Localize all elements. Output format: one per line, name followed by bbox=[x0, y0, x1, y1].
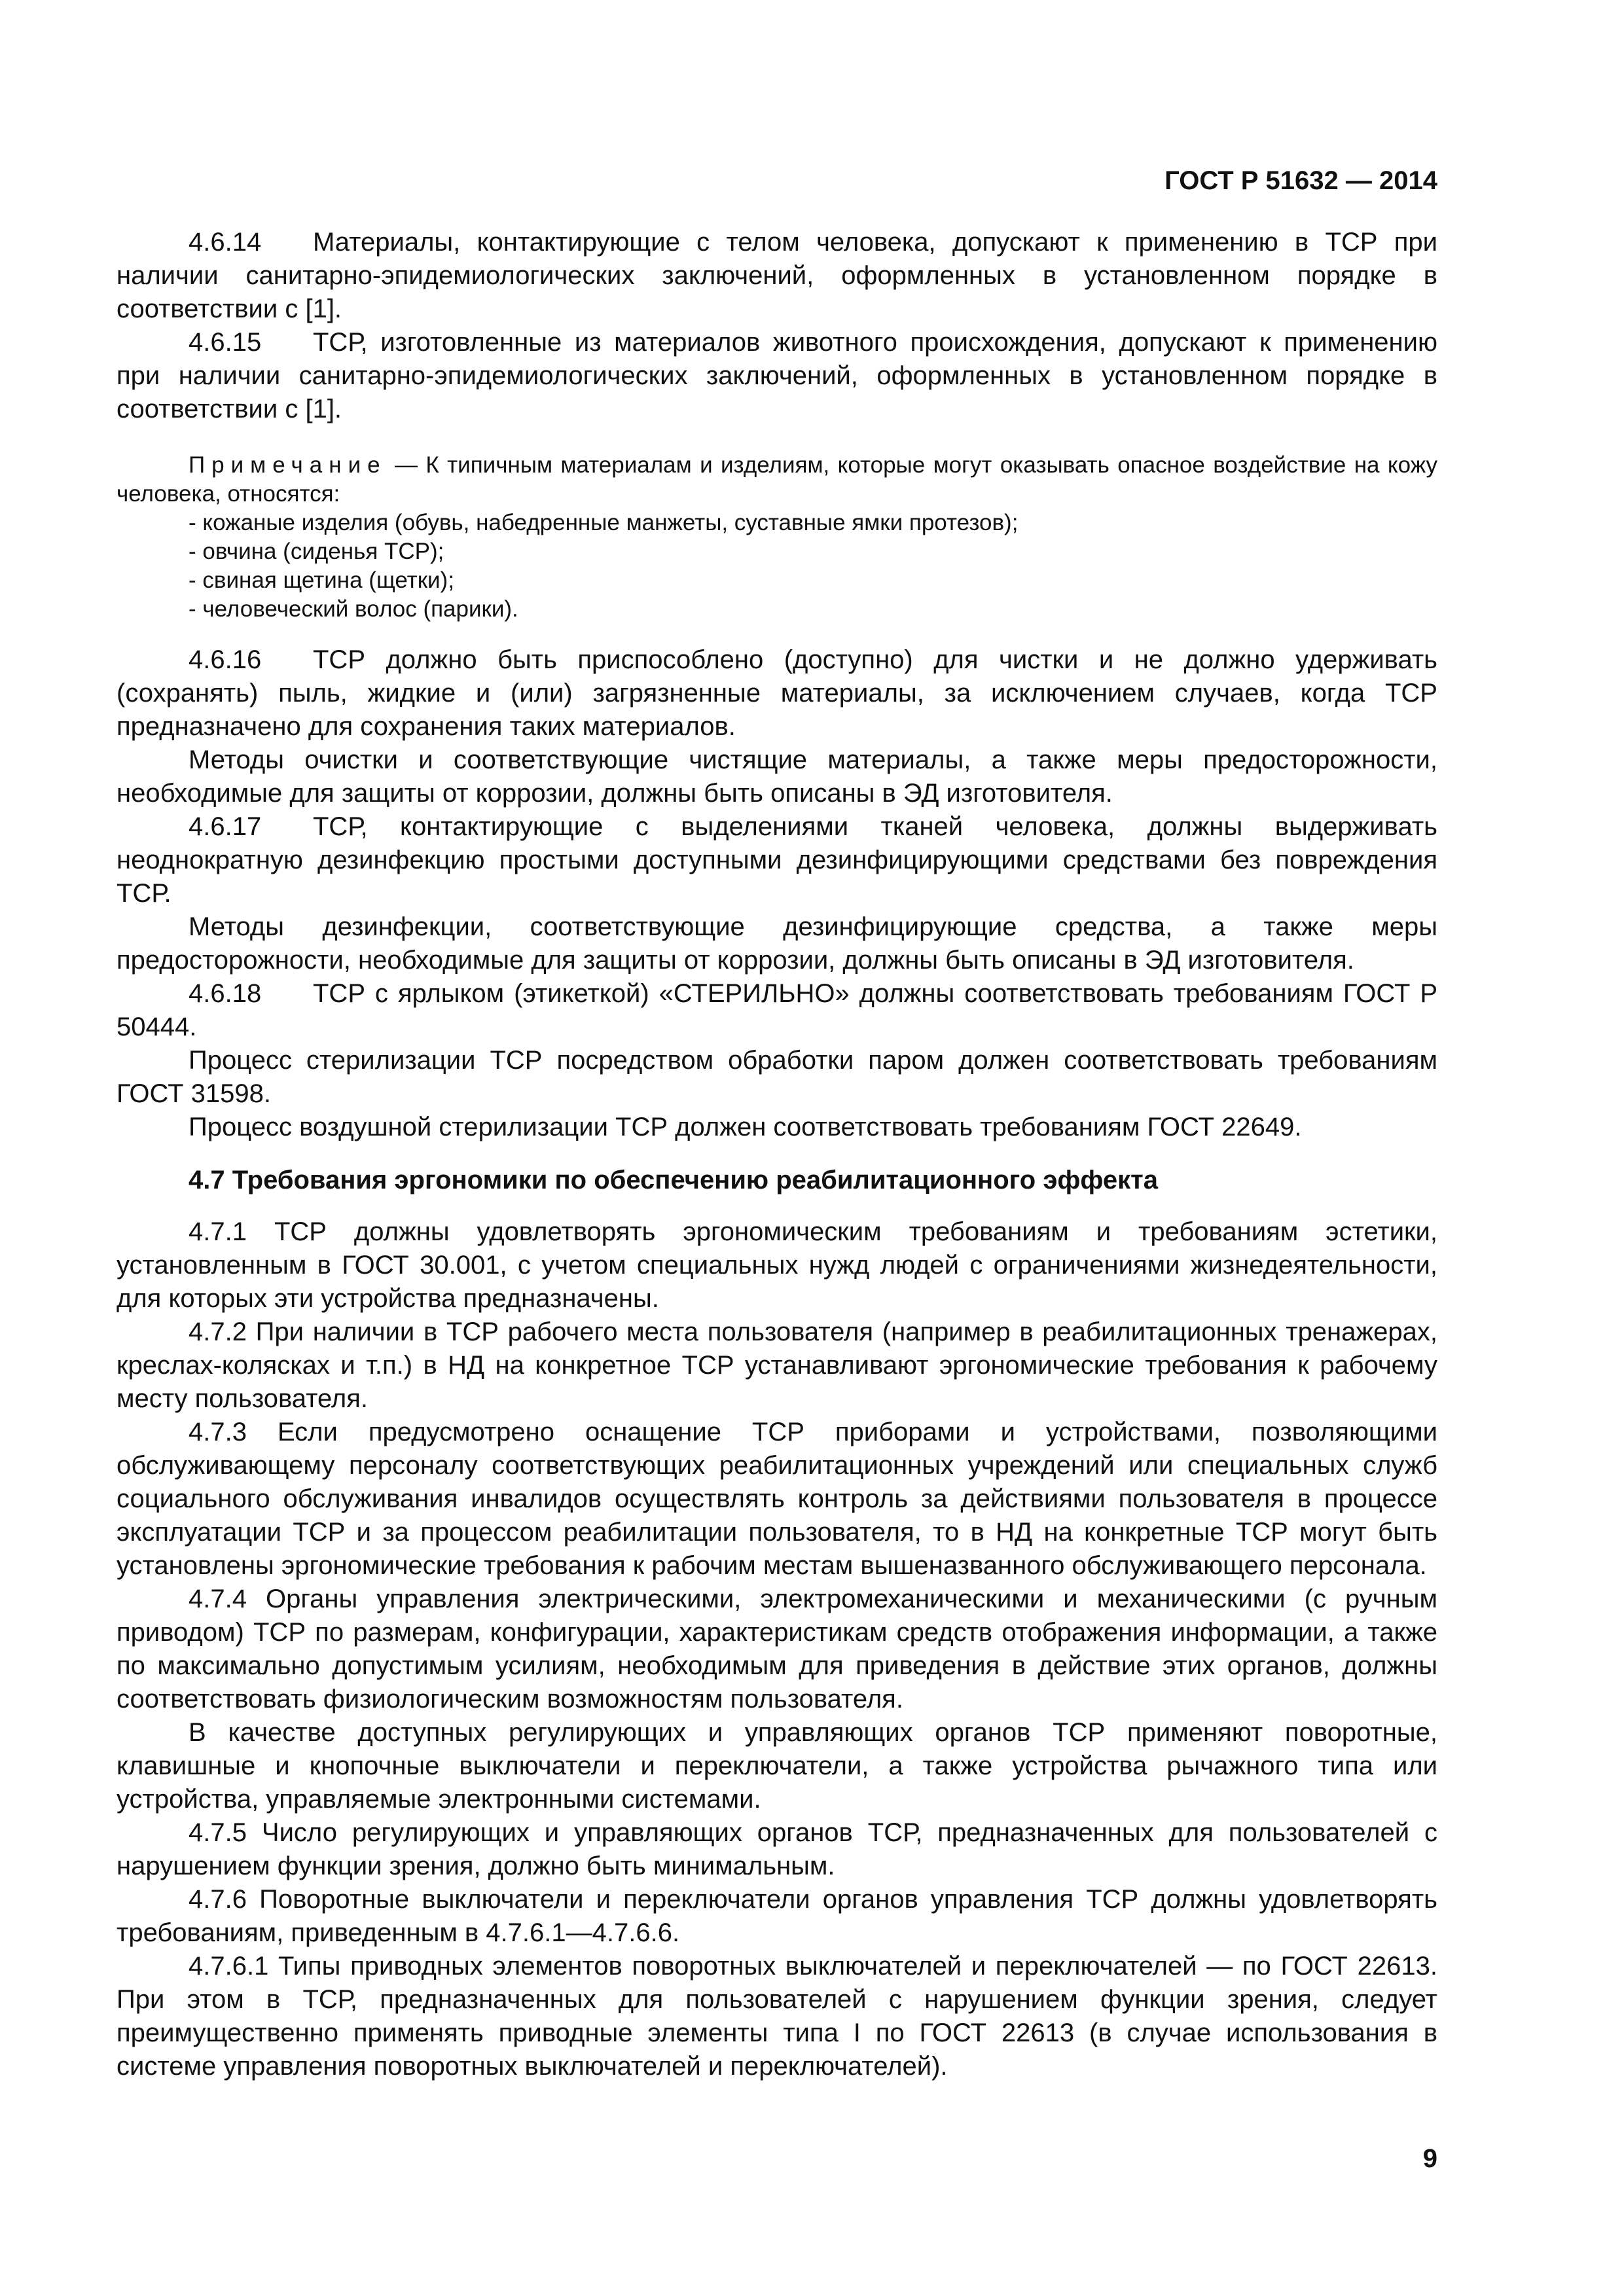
note-intro bbox=[117, 451, 1437, 509]
paragraph-4-7-3: 4.7.3 Если предусмотрено оснащение ТСР приборами и устройствами, позволяющими обслуживающему персоналу соответствующих реабилитационных учреждений или специальных служб социального обслуживания инвалидов осуществлять контроль за действиями пользователя в процессе эксплуатации ТСР и за процессом реабилитации пользователя, то в НД на конкретные ТСР могут быть установлены эргономические требования к рабочим местам вышеназванного обслуживающего персонала. bbox=[117, 1418, 1437, 1580]
paragraph-disinfection-methods bbox=[117, 910, 1437, 977]
paragraph-text: Методы очистки и соответствующие чистящие материалы, а также меры предосторожности, необходимые для защиты от коррозии, должны быть описаны в ЭД изготовителя. bbox=[117, 745, 1437, 808]
paragraph-4-7-6: 4.7.6 Поворотные выключатели и переключатели органов управления ТСР должны удовлетворять требованиям, приведенным в 4.7.6.1—4.7.6.6. bbox=[117, 1885, 1437, 1947]
paragraph-text: ТСР должно быть приспособлено (доступно) для чистки и не должно удерживать (сохранять) пыль, жидкие и (или) загрязненные материалы, за исключением случаев, когда ТСР предназначено для сохранения таких материалов. bbox=[117, 645, 1437, 741]
paragraph-4-6-18 bbox=[117, 977, 1437, 1044]
note-list-item: - человеческий волос (парики). bbox=[189, 596, 518, 622]
note-list-item: - овчина (сиденья ТСР); bbox=[189, 539, 444, 564]
paragraph-text: Процесс воздушной стерилизации ТСР должен соответствовать требованиям ГОСТ 22649. bbox=[189, 1113, 1302, 1141]
paragraph-4-7-5: 4.7.5 Число регулирующих и управляющих органов ТСР, предназначенных для пользователей с нарушением функции зрения, должно быть минимальным. bbox=[117, 1818, 1437, 1880]
note-list-item: - свиная щетина (щетки); bbox=[189, 567, 454, 593]
note-text: — К типичным материалам и изделиям, которые могут оказывать опасное воздействие на кожу человека, относятся: bbox=[117, 452, 1437, 507]
paragraph-cleaning-methods bbox=[117, 744, 1437, 810]
clause-number: 4.6.17 bbox=[189, 812, 262, 841]
paragraph-text: ТСР, контактирующие с выделениями тканей человека, должны выдерживать неоднократную дезинфекцию простыми доступными дезинфицирующими средствами без повреждения ТСР. bbox=[117, 812, 1437, 908]
paragraph-4-6-14 bbox=[117, 226, 1437, 326]
clause-number: 4.6.15 bbox=[189, 328, 262, 357]
paragraph-4-7-2: 4.7.2 При наличии в ТСР рабочего места пользователя (например в реабилитационных тренажерах, креслах-колясках и т.п.) в НД на конкретное ТСР устанавливают эргономические требования к рабочему месту пользователя. bbox=[117, 1318, 1437, 1413]
paragraph-text: Процесс стерилизации ТСР посредством обработки паром должен соответствовать требованиям ГОСТ 31598. bbox=[117, 1046, 1437, 1108]
clause-number: 4.6.16 bbox=[189, 645, 262, 674]
paragraph-4-7-6-1: 4.7.6.1 Типы приводных элементов поворотных выключателей и переключателей — по ГОСТ 22613. При этом в ТСР, предназначенных для пользователей с нарушением функции зрения, следует преимущественно применять приводные элементы типа I по ГОСТ 22613 (в случае использования в системе управления поворотных выключателей и переключателей). bbox=[117, 1952, 1437, 2081]
paragraph-4-7-4: 4.7.4 Органы управления электрическими, электромеханическими и механическими (с ручным приводом) ТСР по размерам, конфигурации, характеристикам средств отображения информации, а также по максимально допустимым усилиям, необходимым для приведения в действие этих органов, должны соответствовать физиологическим возможностям пользователя. bbox=[117, 1585, 1437, 1713]
paragraph-text: Материалы, контактирующие с телом человека, допускают к применению в ТСР при наличии санитарно-эпидемиологических заключений, оформленных в установленном порядке в соответствии с [1]. bbox=[117, 228, 1437, 323]
page-number: 9 bbox=[1422, 2144, 1437, 2173]
clause-number: 4.6.14 bbox=[189, 228, 262, 257]
document-code-header: ГОСТ Р 51632 — 2014 bbox=[1164, 166, 1437, 195]
paragraph-text: ТСР, изготовленные из материалов животного происхождения, допускают к применению при наличии санитарно-эпидемиологических заключений, оформленных в установленном порядке в соответствии с [1]. bbox=[117, 328, 1437, 423]
paragraph-4-6-16 bbox=[117, 643, 1437, 744]
note-list bbox=[117, 509, 1437, 624]
paragraph-text: Методы дезинфекции, соответствующие дезинфицирующие средства, а также меры предосторожности, необходимые для защиты от коррозии, должны быть описаны в ЭД изготовителя. bbox=[117, 912, 1437, 975]
paragraph-air-sterilization bbox=[117, 1111, 1437, 1144]
section-heading-4-7: 4.7 Требования эргономики по обеспечению реабилитационного эффекта bbox=[189, 1166, 1158, 1194]
clause-number: 4.6.18 bbox=[189, 979, 262, 1008]
paragraph-steam-sterilization bbox=[117, 1044, 1437, 1111]
note-label: Примечание bbox=[189, 452, 387, 478]
paragraph-4-6-17 bbox=[117, 810, 1437, 910]
note-block bbox=[117, 451, 1437, 624]
document-body bbox=[117, 226, 1437, 2083]
paragraph-4-7-1: 4.7.1 ТСР должны удовлетворять эргономическим требованиям и требованиям эстетики, установленным в ГОСТ 30.001, с учетом специальных нужд людей с ограничениями жизнедеятельности, для которых эти устройства предназначены. bbox=[117, 1217, 1437, 1313]
paragraph-control-types: В качестве доступных регулирующих и управляющих органов ТСР применяют поворотные, клавишные и кнопочные выключатели и переключатели, а также устройства рычажного типа или устройства, управляемые электронными системами. bbox=[117, 1718, 1437, 1814]
paragraph-text: ТСР с ярлыком (этикеткой) «СТЕРИЛЬНО» должны соответствовать требованиям ГОСТ Р 50444. bbox=[117, 979, 1437, 1041]
paragraph-4-6-15 bbox=[117, 326, 1437, 426]
note-list-item: - кожаные изделия (обувь, набедренные манжеты, суставные ямки протезов); bbox=[189, 510, 1019, 535]
